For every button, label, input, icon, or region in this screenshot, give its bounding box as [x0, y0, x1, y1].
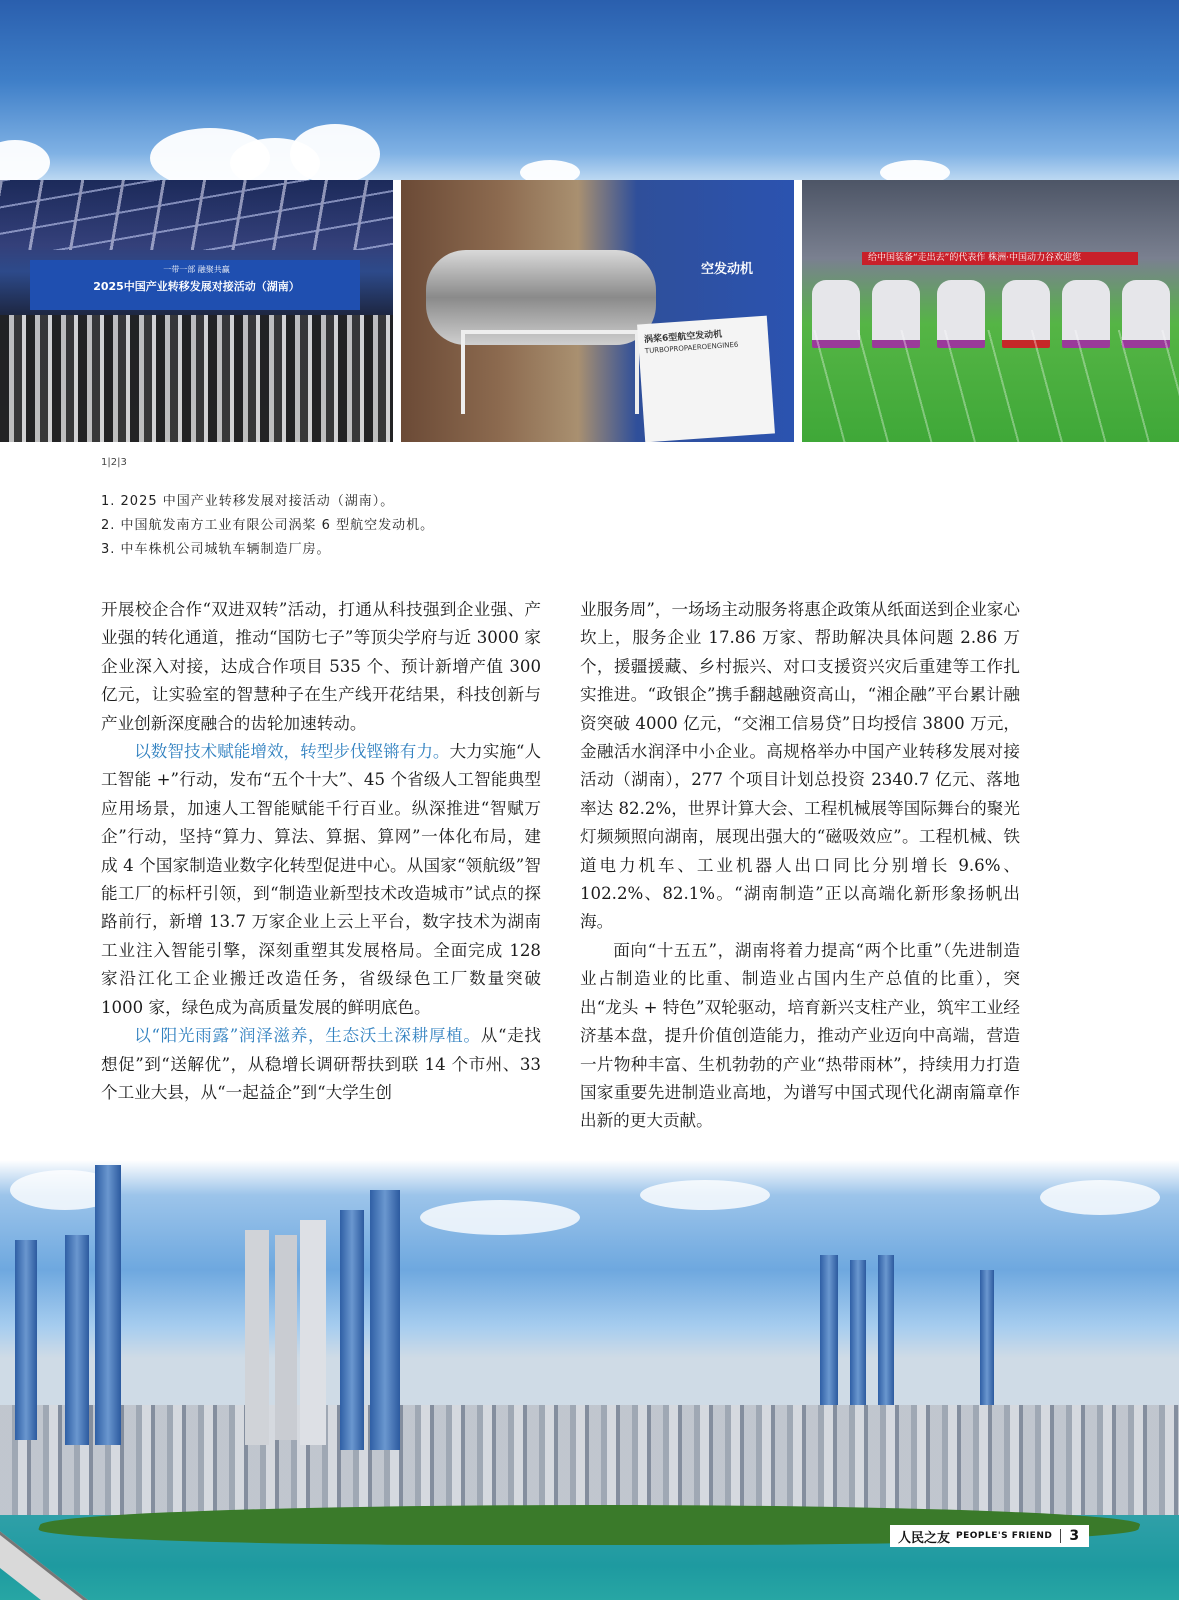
article-column-right [580, 596, 1020, 1136]
footer-divider [1060, 1529, 1061, 1543]
paragraph: 业服务周”，一场场主动服务将惠企政策从纸面送到企业家心坎上，服务企业 17.86 万家、帮助解决具体问题 2.86 万个，援疆援藏、乡村振兴、对口支援资兴灾后重建等工作扎实推进。“政银企”携手翻越融资高山，“湘企融”平台累计融资突破 4000 亿元，“交湘工信易贷”日均授信 3800 万元，金融活水润泽中小企业。高规格举办中国产业转移发展对接活动（湖南），277 个项目计划总投资 2340.7 亿元、落地率达 82.2%，世界计算大会、工程机械展等国际舞台的聚光灯频频照向湖南，展现出强大的“磁吸效应”。工程机械、铁道电力机车、工业机器人出口同比分别增长 9.6%、102.2%、82.1%。“湖南制造”正以高端化新形象扬帆出海。 [580, 600, 1020, 932]
section-lead: 以数智技术赋能增效，转型步伐铿锵有力。 [134, 742, 450, 762]
caption-1: 1. 2025 中国产业转移发展对接活动（湖南）。 [101, 494, 395, 509]
conference-banner-title: 2025中国产业转移发展对接活动（湖南） [93, 280, 300, 293]
engine-stand [461, 330, 639, 414]
audience-crowd [0, 315, 393, 442]
factory-banner: 给中国装备“走出去”的代表作 株洲·中国动力谷欢迎您 [862, 252, 1138, 265]
railcar-factory-photo [802, 180, 1179, 442]
aero-engine-photo [401, 180, 794, 442]
paragraph [101, 738, 541, 1022]
conference-banner-subtitle: 一带一部 融聚共赢 [163, 265, 230, 274]
page-number: 3 [1069, 1528, 1080, 1544]
paragraph [101, 1022, 541, 1107]
wall-text: 空发动机 [701, 262, 754, 277]
conference-photo [0, 180, 393, 442]
paragraph: 开展校企合作“双进双转”活动，打通从科技强到企业强、产业强的转化通道，推动“国防七子”等顶尖学府与近 3000 家企业深入对接，达成合作项目 535 个、预计新增产值 300 亿元，让实验室的智慧种子在生产线开花结果，科技创新与产业创新深度融合的齿轮加速转动。 [101, 600, 541, 733]
magazine-name-en: PEOPLE'S FRIEND [956, 1531, 1053, 1541]
section-lead: 以“阳光雨露”润泽滋养，生态沃土深耕厚植。 [134, 1026, 481, 1046]
engine-plate-en: TURBOPROPAEROENGINE6 [644, 340, 739, 356]
paragraph-body: 从“走找想促”到“送解优”，从稳增长调研帮扶到联 14 个市州、33 个工业大县，从“一起益企”到“大学生创 [101, 1026, 542, 1102]
engine-info-plate [637, 316, 775, 442]
page-footer [890, 1525, 1089, 1547]
paragraph: 面向“十五五”，湖南将着力提高“两个比重”（先进制造业占制造业的比重、制造业占国内生产总值的比重），突出“龙头 + 特色”双轮驱动，培育新兴支柱产业，筑牢工业经济基本盘，提升价值创造能力，推动产业迈向中高端，营造一片物种丰富、生机勃勃的产业“热带雨林”，持续用力打造国家重要先进制造业高地，为谱写中国式现代化湖南篇章作出新的更大贡献。 [580, 940, 1020, 1131]
article-column-left [101, 596, 541, 1107]
engine-plate-title: 涡桨6型航空发动机 [643, 329, 723, 346]
photo-index: 1|2|3 [101, 457, 127, 468]
paragraph-body: 大力实施“人工智能 +”行动，发布“五个十大”、45 个省级人工智能典型应用场景，加速人工智能赋能千行百业。纵深推进“智赋万企”行动，坚持“算力、算法、算据、算网”一体化布局，建成 4 个国家制造业数字化转型促进中心。从国家“领航级”智能工厂的标杆引领，到“制造业新型技术改造城市”试点的探路前行，新增 13.7 万家企业上云上平台，数字技术为湖南工业注入智能引擎，深刻重塑其发展格局。全面完成 128 家沿江化工企业搬迁改造任务，省级绿色工厂数量突破 1000 家，绿色成为高质量发展的鲜明底色。 [101, 742, 541, 1017]
caption-2: 2. 中国航发南方工业有限公司涡桨 6 型航空发动机。 [101, 518, 435, 533]
magazine-name-cn: 人民之友 [898, 1530, 951, 1546]
caption-3: 3. 中车株机公司城轨车辆制造厂房。 [101, 542, 331, 557]
sky-banner-photo [0, 0, 1179, 180]
